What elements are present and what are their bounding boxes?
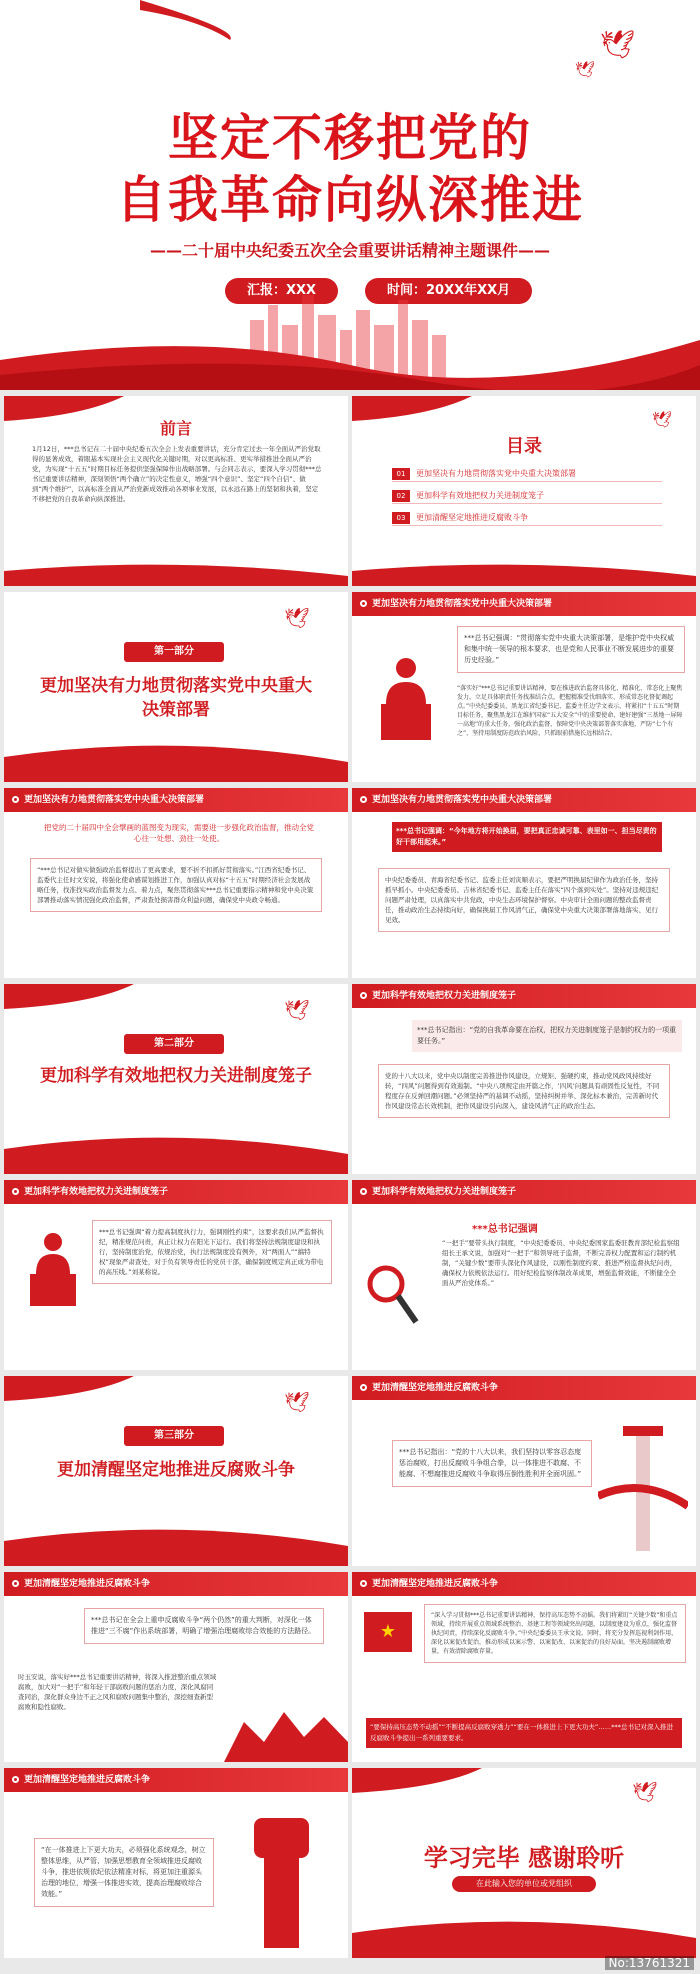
slide-section-2 bbox=[4, 984, 348, 1174]
ribbon-decoration bbox=[352, 1908, 696, 1958]
toc-number: 03 bbox=[392, 512, 410, 524]
toc-label: 更加坚决有力地贯彻落实党中央重大决策部署 bbox=[416, 469, 576, 478]
ribbon-decoration bbox=[352, 396, 696, 426]
slide-toc bbox=[352, 396, 696, 586]
slide-header bbox=[352, 984, 696, 1008]
end-title: 学习完毕 感谢聆听 bbox=[423, 1844, 625, 1872]
slide-s1-c bbox=[352, 788, 696, 978]
dove-icon: 🕊 bbox=[652, 410, 673, 429]
section-title: 更加坚决有力地贯彻落实党中央重大决策部署 bbox=[40, 676, 312, 720]
header-text: 更加科学有效地把权力关进制度笼子 bbox=[24, 1187, 169, 1197]
header-text: 更加坚决有力地贯彻落实党中央重大决策部署 bbox=[372, 795, 553, 805]
quote-box: ***总书记强调：“贯彻落实党中央重大决策部署，是维护党中央权威和集中统一领导的根本要求，也是党和人民事业不断发展进步的重要历史经验。” bbox=[457, 626, 685, 673]
raised-fist-icon bbox=[234, 1808, 324, 1948]
top-ribbon bbox=[0, 0, 700, 60]
slide-header bbox=[352, 592, 696, 616]
slide-s2-a bbox=[352, 984, 696, 1174]
header-text: 更加科学有效地把权力关进制度笼子 bbox=[372, 1187, 517, 1197]
speaker-icon bbox=[366, 654, 446, 744]
quote-box: ***总书记强调“着力提高制度执行力，强调刚性约束”，这要求我们从严监督执纪，精准规范问责，真正让权力在阳光下运行。我们将坚持法规制度建设和执行，坚持制度治党，依规治党，执行法规制度没有例外，对“两面人”“搞特权”现象严肃查处，对于负有领导责任的党员干部，确保制度规定真正成为带电的高压线。”刘某称说。 bbox=[92, 1220, 332, 1284]
header-icon bbox=[360, 992, 367, 999]
slide-header bbox=[352, 1180, 696, 1204]
quote-box: ***总书记指出：“党的十八大以来，我们坚持以零容忍态度惩治腐败，打出反腐败斗争组合拳，以一体推进不敢腐、不能腐、不想腐推进反腐败斗争取得压倒性胜利并全面巩固。” bbox=[392, 1440, 592, 1487]
slide-header bbox=[4, 1572, 348, 1596]
magnifier-icon bbox=[362, 1260, 422, 1330]
toc-label: 更加清醒坚定地推进反腐败斗争 bbox=[416, 513, 528, 522]
body-text: “落实好”***总书记重要讲话精神，要在推进政治监督具体化、精准化、常态化上聚焦发力，立足具体职责任务找准结合点，把握精准受伐细落实、形成常态化督促调起点。”中央纪委委员、黑龙江省纪委书记、监委主任边学文表示，将紧扣“十五五”时期目标任务，聚焦黑龙江在维护国家“五大安全”中的重要使命，建好建强“三基地一屏障一高地”的重大任务，强化政治监督，保障党中央决策部署落实落地，严防“七个有之”，坚持用制度防范政治风险，只抓眼前措施长远相结合。 bbox=[457, 685, 683, 737]
slide-s1-a bbox=[352, 592, 696, 782]
body-text: “一把手”要带头执行制度，“中央纪委委员、中央纪委国家监委驻教育部纪检监察组组长王承文说，加强对“一把手”和领导班子监督，不断完善权力配置和运行制约机制，“关键少数”要带头深化作风建设，以刚性制度约束、推进严格监督执纪问责，确保权力依规依法运行。用好纪检监察体制改革成果，增强监督效能，不断健全全面从严治党体系。” bbox=[442, 1239, 680, 1287]
toc-title: 目录 bbox=[506, 436, 542, 457]
toc-number: 02 bbox=[392, 490, 410, 502]
slide-header bbox=[4, 1180, 348, 1204]
slide-end bbox=[352, 1768, 696, 1958]
slide-s3-d bbox=[4, 1768, 348, 1958]
dove-icon: 🕊 bbox=[284, 998, 310, 1022]
header-icon bbox=[360, 1384, 367, 1391]
cover-slide bbox=[0, 0, 700, 390]
body-text: 时玉安说，落实好***总书记重要讲话精神，将深入推进整治重点领域腐败，加大对“一把手”和年轻干部腐败问题的惩治力度，深化风腐同查同治，深化群众身边不正之风和腐败问题集中整治，深挖细查新型腐败和隐性腐败。 bbox=[18, 1673, 217, 1711]
header-text: 更加科学有效地把权力关进制度笼子 bbox=[372, 991, 517, 1001]
header-icon bbox=[360, 796, 367, 803]
section-badge: 第三部分 bbox=[124, 1426, 224, 1446]
quote-text: ***总书记指出：“党的自我革命要在治权，把权力关进制度笼子是制约权力的一项重要任务。” bbox=[412, 1020, 682, 1052]
toc-label: 更加科学有效地把权力关进制度笼子 bbox=[416, 491, 544, 500]
highlight-banner: “要保持高压态势不动摇”“不断提高反腐败穿透力”“要在一体推进上下更大功夫”……***总书记对深入推进反腐败斗争提出一系列重要要求。 bbox=[366, 1718, 682, 1748]
party-flag-icon: ★ bbox=[364, 1612, 412, 1652]
city-skyline bbox=[0, 290, 700, 390]
header-text: 更加清醒坚定地推进反腐败斗争 bbox=[24, 1579, 151, 1589]
section-title: 更加科学有效地把权力关进制度笼子 bbox=[40, 1066, 312, 1086]
header-icon bbox=[12, 796, 19, 803]
header-icon bbox=[360, 1188, 367, 1195]
slide-s3-b bbox=[4, 1572, 348, 1762]
toc-item-2[interactable] bbox=[392, 488, 662, 504]
date-pill: 时间：20XX年XX月 bbox=[365, 278, 532, 304]
intro-text: 把党的二十届四中全会擘画的蓝图变为现实，需要进一步强化政治监督，推动全党心往一处想、劲往一处使。 bbox=[44, 823, 314, 843]
slide-preface bbox=[4, 396, 348, 586]
header-text: 更加清醒坚定地推进反腐败斗争 bbox=[372, 1383, 499, 1393]
quote-banner: ***总书记强调：“今年地方将开始换届，要把真正忠诚可靠、表里如一、担当尽责的好干部用起来。” bbox=[392, 822, 662, 852]
ribbon-decoration bbox=[4, 1516, 348, 1566]
slide-header bbox=[352, 788, 696, 812]
slide-s2-c bbox=[352, 1180, 696, 1370]
body-box: 党的十八大以来，党中央以制度完善推进作风建设，立规矩、强硬约束，推动党风政风持续好转，“四风”问题得到有效遏制。“中央八项规定由开篇之作，‘四风’问题具有顽固性反复性，不同程度存在反弹回潮问题。”必须坚持严的基调不动摇，坚持纠树并举、深化标本兼治，完善新时代作风建设常态长效机制，把作风建设引向深入，建设风清气正的政治生态。 bbox=[378, 1064, 670, 1118]
quote-box: ***总书记在全会上重申反腐败斗争“两个仍然”的重大判断，对深化一体推进“三不腐”作出系统部署，明确了增强治理腐败综合效能的方法路径。 bbox=[84, 1608, 324, 1644]
header-text: 更加坚决有力地贯彻落实党中央重大决策部署 bbox=[24, 795, 205, 805]
header-icon bbox=[360, 1580, 367, 1587]
quote-box: “在一体推进上下更大功夫，必须强化系统观念，树立整体思维，从严管、加强思想教育全领域推进反腐败斗争，推进依规依纪依法精准对标，将更加注重源头治理的地位，增强一体推进实效，提高治理腐败综合效能。” bbox=[34, 1838, 214, 1907]
dove-icon: 🕊 bbox=[575, 60, 596, 79]
slide-header bbox=[4, 788, 348, 812]
preface-title: 前言 bbox=[159, 419, 192, 438]
preface-text: 1月12日，***总书记在二十届中央纪委五次全会上发表重要讲话，充分肯定过去一年全面从严治党取得的显著成效，着眼基本实现社会主义现代化关键时期，对以更高标准、更实举措推进全面从严治党，为实现“十五五”时期目标任务提供坚强保障作出战略部署。与会同志表示，要深入学习贯彻***总书记重要讲话精神，深刻领悟“两个确立”的决定性意义，增强“四个意识”、坚定“四个自信”、做到“两个维护”，以高标准全面从严治党新成效推动各项事业发展，以永远在路上的坚韧和执着，坚定不移把党的自我革命向纵深推进。 bbox=[32, 445, 322, 503]
huabiao-pillar-icon bbox=[598, 1416, 688, 1556]
slide-header bbox=[4, 1768, 348, 1792]
slide-s3-c bbox=[352, 1572, 696, 1762]
dove-icon: 🕊 bbox=[632, 1780, 658, 1804]
cover-subtitle: ——二十届中央纪委五次全会重要讲话精神主题课件—— bbox=[149, 241, 550, 260]
section-title: 更加清醒坚定地推进反腐败斗争 bbox=[57, 1460, 295, 1480]
slide-section-3 bbox=[4, 1376, 348, 1566]
slide-header bbox=[352, 1376, 696, 1400]
dove-icon: 🕊 bbox=[284, 1390, 310, 1414]
end-footer: 在此输入您的单位或党组织 bbox=[452, 1876, 596, 1892]
section-badge: 第二部分 bbox=[124, 1034, 224, 1054]
toc-item-3[interactable] bbox=[392, 510, 662, 526]
crowd-silhouette-icon bbox=[224, 1682, 348, 1762]
dove-icon: 🕊 bbox=[600, 28, 636, 61]
speaker-icon bbox=[18, 1230, 88, 1310]
slide-header bbox=[352, 1572, 696, 1596]
header-text: 更加清醒坚定地推进反腐败斗争 bbox=[24, 1775, 151, 1785]
slide-section-1 bbox=[4, 592, 348, 782]
ribbon-decoration bbox=[4, 556, 348, 586]
ribbon-decoration bbox=[4, 1124, 348, 1174]
cover-title-line1: 坚定不移把党的 bbox=[168, 109, 532, 167]
ribbon-decoration bbox=[4, 732, 348, 782]
header-icon bbox=[12, 1776, 19, 1783]
header-text: 更加清醒坚定地推进反腐败斗争 bbox=[372, 1579, 499, 1589]
reporter-pill: 汇报：XXX bbox=[225, 278, 338, 304]
slide-s3-a bbox=[352, 1376, 696, 1566]
quote-title: ***总书记强调 bbox=[472, 1224, 538, 1235]
header-icon bbox=[360, 600, 367, 607]
ribbon-decoration bbox=[352, 556, 696, 586]
section-badge: 第一部分 bbox=[124, 642, 224, 662]
dove-icon: 🕊 bbox=[284, 606, 310, 630]
toc-number: 01 bbox=[392, 468, 410, 480]
slide-s1-b bbox=[4, 788, 348, 978]
header-icon bbox=[12, 1580, 19, 1587]
slide-s2-b bbox=[4, 1180, 348, 1370]
header-icon bbox=[12, 1188, 19, 1195]
body-box: “深入学习贯彻***总书记重要讲话精神，保持高压态势不动摇。我们将紧盯“关键少数”和重点领域，持续开展重点领域系统整治、基建工程等领域突出问题，以制度建设为重点，强化监督执纪问责，持续深化反腐败斗争。”中央纪委委员王承文说。同时，将充分发挥巡视利剑作用，深化以案促改促治，推动形成以案示警、以案促改、以案促治的良好局面，坚决遏制腐败增量，有效清除腐败存量。 bbox=[424, 1604, 686, 1663]
body-box: 中央纪委委员、青海省纪委书记、监委主任刘寅顺表示，要把严明换届纪律作为政治任务，坚持抓早抓小。中央纪委委员、吉林省纪委书记、监委主任在落实“四个落到实处”。坚持对违规违纪问题严肃处理，以真落实中共党政，中央生态环境保护督察。中央审计全面问题的整改监督责任，推动政治生态持续向好，确保换届工作风清气正，确保党中央重大决策部署落地落实、见行见效。 bbox=[378, 868, 670, 932]
header-text: 更加坚决有力地贯彻落实党中央重大决策部署 bbox=[372, 599, 553, 609]
cover-title-line2: 自我革命向纵深推进 bbox=[116, 171, 584, 229]
body-box: “***总书记对做实做强政治监督提出了更高要求，要不折不扣抓好贯彻落实。”江西省纪委书记、监委代主任时文安说，将强化使命感谋划推进工作，加强认真对标“十五五”时期经济社会发展战略任务，找准找实政治监督发力点、着力点，聚焦贯彻落实***总书记重要指示精神和党中央决策部署推动落实情况强化政治监督，严肃查处损害群众利益问题，确保党中央政令畅通。 bbox=[30, 858, 322, 912]
watermark-id: No:13761321 bbox=[605, 1956, 694, 1970]
toc-item-1[interactable] bbox=[392, 466, 662, 482]
